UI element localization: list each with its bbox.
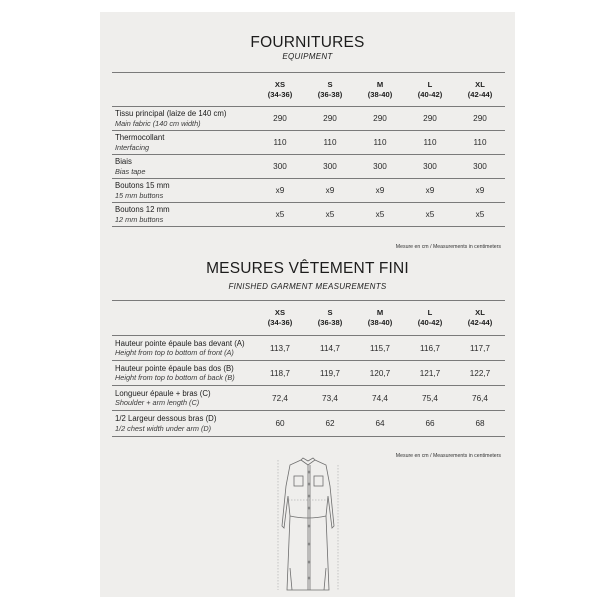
size-header: XL (42-44) xyxy=(467,79,493,99)
table-cell: x9 xyxy=(325,186,335,195)
table-cell: 116,7 xyxy=(420,343,440,353)
row-label: Boutons 12 mm 12 mm buttons xyxy=(115,205,170,224)
size-header: XS (34-36) xyxy=(267,79,293,99)
table-cell: 300 xyxy=(423,162,437,171)
table-cell: 110 xyxy=(473,138,487,147)
table-cell: 117,7 xyxy=(470,343,490,353)
table-cell: 62 xyxy=(325,419,335,428)
size-header: XL (42-44) xyxy=(467,308,493,327)
size-header: S (36-38) xyxy=(317,79,343,99)
table-row xyxy=(112,131,505,155)
table-row xyxy=(112,361,505,386)
table-cell: 74,4 xyxy=(372,393,388,403)
row-label: Hauteur pointe épaule bas devant (A) Height from top to bottom of front (A) xyxy=(115,338,245,357)
measurement-note: Mesure en cm / Measurements in centimeters xyxy=(395,244,501,250)
size-header: L (40-42) xyxy=(417,79,443,99)
table-cell: 66 xyxy=(425,419,435,428)
header-empty-cell xyxy=(112,301,255,336)
table-cell: 300 xyxy=(323,162,337,171)
row-label: Boutons 15 mm 15 mm buttons xyxy=(115,181,170,200)
table-cell: 290 xyxy=(423,114,437,123)
table-row xyxy=(112,203,505,227)
table-row xyxy=(112,336,505,361)
measurement-note: Mesure en cm / Measurements in centimeters xyxy=(395,453,501,459)
header-empty-cell xyxy=(112,73,255,107)
table-cell: x9 xyxy=(375,186,385,195)
size-header: XS (34-36) xyxy=(267,308,293,327)
table-cell: 118,7 xyxy=(270,368,290,378)
table-cell: x9 xyxy=(275,186,285,195)
table-cell: 113,7 xyxy=(270,343,290,353)
equipment-table xyxy=(112,72,505,227)
table-row xyxy=(112,107,505,131)
table-cell: 110 xyxy=(273,138,287,147)
table-cell: x5 xyxy=(425,210,435,219)
row-label: Longueur épaule + bras (C) Shoulder + arm length (C) xyxy=(115,388,211,407)
table-row xyxy=(112,155,505,179)
shirt-dress-sketch-icon xyxy=(268,456,348,594)
table-cell: 114,7 xyxy=(320,343,340,353)
table-cell: 115,7 xyxy=(370,343,390,353)
row-label: Biais Bias tape xyxy=(115,157,146,176)
table-cell: 75,4 xyxy=(422,393,438,403)
table-cell: 68 xyxy=(475,419,485,428)
table-cell: 290 xyxy=(373,114,387,123)
table-cell: 110 xyxy=(323,138,337,147)
table-cell: 110 xyxy=(423,138,437,147)
equipment-subtitle: EQUIPMENT xyxy=(282,52,333,61)
document-panel xyxy=(100,12,515,597)
table-cell: x5 xyxy=(325,210,335,219)
table-cell: 290 xyxy=(273,114,287,123)
size-header: M (38-40) xyxy=(367,79,393,99)
table-cell: 290 xyxy=(323,114,337,123)
garment-subtitle: FINISHED GARMENT MEASUREMENTS xyxy=(228,282,387,291)
table-cell: x5 xyxy=(375,210,385,219)
table-cell: 64 xyxy=(375,419,385,428)
table-cell: 120,7 xyxy=(369,368,391,378)
row-label: 1/2 Largeur dessous bras (D) 1/2 chest width under arm (D) xyxy=(115,414,217,433)
equipment-title: FOURNITURES xyxy=(250,34,365,51)
size-header: S (36-38) xyxy=(317,308,343,327)
row-label: Thermocollant Interfacing xyxy=(115,133,165,152)
table-cell: x5 xyxy=(475,210,485,219)
table-cell: 119,7 xyxy=(320,368,340,378)
equipment-header-row xyxy=(112,73,505,107)
table-row xyxy=(112,411,505,437)
table-cell: 60 xyxy=(275,419,285,428)
table-cell: 121,7 xyxy=(419,368,441,378)
table-cell: 122,7 xyxy=(469,368,491,378)
table-cell: 300 xyxy=(373,162,387,171)
table-cell: 76,4 xyxy=(472,393,488,403)
table-cell: x9 xyxy=(475,186,485,195)
garment-measurements-table xyxy=(112,300,505,437)
table-row xyxy=(112,386,505,411)
row-label: Hauteur pointe épaule bas dos (B) Height from top to bottom of back (B) xyxy=(115,363,235,382)
garment-title: MESURES VÊTEMENT FINI xyxy=(206,260,409,277)
table-cell: 290 xyxy=(473,114,487,123)
row-label: Tissu principal (laize de 140 cm) Main fabric (140 cm width) xyxy=(115,109,227,128)
garment-header-row xyxy=(112,301,505,336)
table-cell: 300 xyxy=(273,162,287,171)
table-cell: x5 xyxy=(275,210,285,219)
table-cell: x9 xyxy=(425,186,435,195)
size-header: M (38-40) xyxy=(367,308,393,327)
table-cell: 110 xyxy=(373,138,387,147)
table-row xyxy=(112,179,505,203)
size-header: L (40-42) xyxy=(417,308,443,327)
table-cell: 300 xyxy=(473,162,487,171)
table-cell: 73,4 xyxy=(322,393,338,403)
table-cell: 72,4 xyxy=(272,393,288,403)
